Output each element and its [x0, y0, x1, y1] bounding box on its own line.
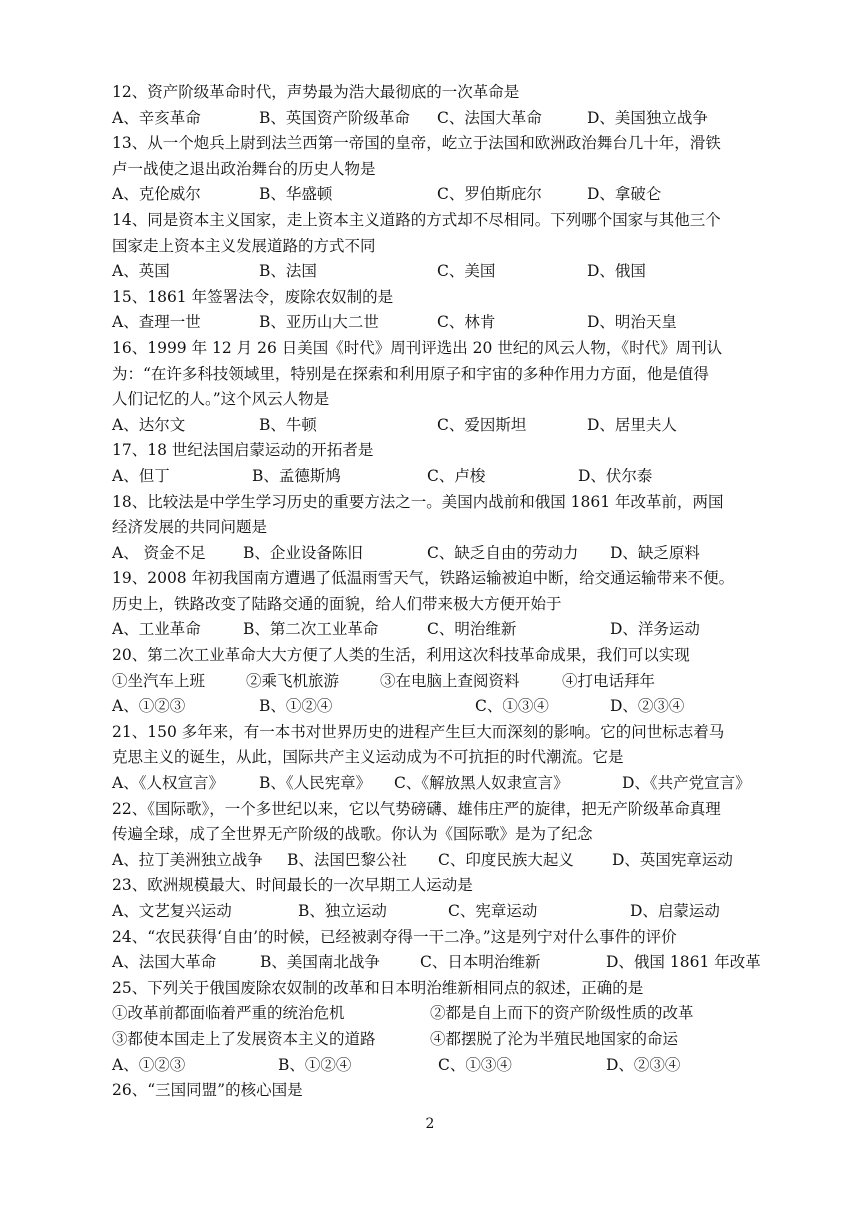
q20-option-d: D、②③④: [610, 697, 685, 716]
q16-option-a: A、达尔文: [112, 415, 186, 434]
q15-option-c: C、林肯: [437, 313, 496, 332]
q24-option-a: A、法国大革命: [112, 953, 217, 972]
question-20-items: [112, 669, 797, 695]
q15-option-d: D、明治天皇: [587, 313, 677, 332]
question-16-stem-3: 人们记忆的人。”这个风云人物是: [112, 390, 330, 409]
q25-option-d: D、②③④: [606, 1055, 681, 1074]
question-16-stem: 16、1999 年 12 月 26 日美国《时代》周刊评选出 20 世纪的风云人物，《时代》周刊认: [112, 338, 723, 357]
q24-option-c: C、日本明治维新: [420, 953, 541, 972]
q19-option-c: C、明治维新: [427, 620, 517, 639]
q19-option-a: A、工业革命: [112, 620, 201, 639]
question-25-items-row-2: [112, 1027, 797, 1053]
q24-option-b: B、美国南北战争: [260, 953, 380, 972]
q23-option-b: B、独立运动: [298, 902, 387, 920]
question-24-options: [112, 950, 797, 976]
q24-option-d: D、俄国 1861 年改革: [606, 953, 761, 972]
q16-option-d: D、居里夫人: [587, 415, 677, 434]
q25-item-4: ④都摆脱了沦为半殖民地国家的命运: [430, 1029, 679, 1048]
q18-option-a: A、 资金不足: [112, 543, 206, 562]
q20-option-a: A、①②③: [112, 697, 186, 716]
q14-option-b: B、法国: [259, 262, 317, 281]
question-18-stem-2: 经济发展的共同问题是: [112, 518, 268, 537]
q16-option-c: C、爱因斯坦: [437, 415, 527, 434]
page-number: 2: [425, 1116, 435, 1132]
question-14-options: [112, 259, 797, 285]
question-25-stem: 25、下列关于俄国废除农奴制的改革和日本明治维新相同点的叙述，正确的是: [112, 978, 644, 997]
q25-item-3: ③都使本国走上了发展资本主义的道路: [112, 1029, 376, 1048]
question-23-stem: 23、欧洲规模最大、时间最长的一次早期工人运动是: [112, 876, 473, 895]
q17-option-a: A、但丁: [112, 466, 170, 485]
q22-option-a: A、拉丁美洲独立战争: [112, 850, 263, 869]
q18-option-b: B、企业设备陈旧: [243, 543, 363, 562]
q15-option-a: A、查理一世: [112, 313, 201, 332]
q12-option-a: A、辛亥革命: [112, 108, 201, 127]
question-17-stem: 17、18 世纪法国启蒙运动的开拓者是: [112, 441, 374, 460]
q13-option-a: A、克伦威尔: [112, 185, 201, 204]
q16-option-b: B、牛顿: [259, 415, 317, 434]
question-17-options: [112, 464, 797, 490]
question-21-stem: 21、150 多年来，有一本书对世界历史的进程产生巨大而深刻的影响。它的问世标志着马: [112, 722, 725, 741]
q21-option-d: D、《共产党宣言》: [622, 774, 751, 793]
q25-item-1: ①改革前都面临着严重的统治危机: [112, 1004, 345, 1023]
q20-option-c: C、①③④: [475, 697, 549, 716]
q25-item-2: ②都是自上而下的资产阶级性质的改革: [430, 1004, 694, 1023]
question-18-options: [112, 541, 797, 567]
question-22-options: [112, 848, 797, 874]
q21-option-a: A、《人权宣言》: [112, 774, 224, 793]
q14-option-d: D、俄国: [587, 262, 646, 281]
q12-option-d: D、美国独立战争: [587, 108, 708, 127]
exam-page: [112, 80, 797, 1104]
q20-item-2: ②乘飞机旅游: [246, 671, 340, 690]
question-23-options: [112, 899, 797, 925]
q19-option-d: D、洋务运动: [610, 620, 700, 639]
question-22-stem: 22、《国际歌》，一个多世纪以来，它以气势磅礴、雄伟庄严的旋律，把无产阶级革命真理: [112, 799, 721, 818]
q25-option-c: C、①③④: [438, 1055, 512, 1074]
question-16-stem-2: 为：“在许多科技领域里，特别是在探索和利用原子和宇宙的多种作用力方面，他是值得: [112, 364, 709, 383]
question-14-stem-2: 国家走上资本主义发展道路的方式不同: [112, 236, 376, 255]
q18-option-c: C、缺乏自由的劳动力: [427, 543, 579, 562]
question-15-options: [112, 310, 797, 336]
q25-option-b: B、①②④: [278, 1055, 352, 1074]
question-21-stem-2: 克思主义的诞生，从此，国际共产主义运动成为不可抗拒的时代潮流。它是: [112, 748, 624, 767]
question-13-stem: 13、从一个炮兵上尉到法兰西第一帝国的皇帝，屹立于法国和欧洲政治舞台几十年，滑铁: [112, 134, 721, 153]
question-19-stem-2: 历史上，铁路改变了陆路交通的面貌，给人们带来极大方便开始于: [112, 594, 562, 613]
q20-item-1: ①坐汽车上班: [112, 671, 206, 690]
q25-option-a: A、①②③: [112, 1055, 186, 1074]
question-19-options: [112, 617, 797, 643]
q19-option-b: B、第二次工业革命: [243, 620, 379, 639]
question-25-options: [112, 1053, 797, 1079]
question-13-options: [112, 182, 797, 208]
question-24-stem: 24、“农民获得‘自由’的时候，已经被剥夺得一干二净。”这是列宁对什么事件的评价: [112, 927, 677, 946]
question-12-options: [112, 106, 797, 132]
q20-item-3: ③在电脑上查阅资料: [380, 671, 520, 690]
question-21-options: [112, 771, 797, 797]
q14-option-a: A、英国: [112, 262, 170, 281]
q17-option-b: B、孟德斯鸠: [252, 466, 341, 485]
q17-option-d: D、伏尔泰: [578, 466, 653, 485]
question-13-stem-2: 卢一战使之退出政治舞台的历史人物是: [112, 159, 376, 178]
q20-option-b: B、①②④: [259, 697, 333, 716]
q22-option-b: B、法国巴黎公社: [287, 850, 407, 869]
q21-option-b: B、《人民宪章》: [259, 774, 372, 793]
question-16-options: [112, 413, 797, 439]
q13-option-c: C、罗伯斯庇尔: [437, 185, 542, 204]
question-12-stem: 12、资产阶级革命时代，声势最为浩大最彻底的一次革命是: [112, 83, 520, 101]
q15-option-b: B、亚历山大二世: [259, 313, 379, 332]
question-18-stem: 18、比较法是中学生学习历史的重要方法之一。美国内战前和俄国 1861 年改革前，两国: [112, 492, 724, 511]
question-19-stem: 19、2008 年初我国南方遭遇了低温雨雪天气，铁路运输被迫中断，给交通运输带来不便。: [112, 569, 735, 588]
question-15-stem: 15、1861 年签署法令，废除农奴制的是: [112, 287, 394, 306]
question-25-items-row-1: [112, 1001, 797, 1027]
q17-option-c: C、卢梭: [427, 466, 486, 485]
q12-option-b: B、英国资产阶级革命: [259, 108, 410, 127]
q21-option-c: C、《解放黑人奴隶宣言》: [394, 774, 569, 793]
q18-option-d: D、缺乏原料: [610, 543, 700, 562]
question-22-stem-2: 传遍全球，成了全世界无产阶级的战歌。你认为《国际歌》是为了纪念: [112, 825, 593, 844]
q12-option-c: C、法国大革命: [437, 108, 542, 127]
question-26-stem: 26、“三国同盟”的核心国是: [112, 1081, 303, 1100]
q23-option-a: A、文艺复兴运动: [112, 902, 232, 920]
q22-option-d: D、英国宪章运动: [612, 850, 733, 869]
q20-item-4: ④打电话拜年: [562, 671, 656, 690]
question-14-stem: 14、同是资本主义国家，走上资本主义道路的方式却不尽相同。下列哪个国家与其他三个: [112, 210, 721, 229]
question-20-options: [112, 694, 797, 720]
q23-option-c: C、宪章运动: [448, 902, 538, 920]
q13-option-d: D、拿破仑: [587, 185, 662, 204]
q13-option-b: B、华盛顿: [259, 185, 333, 204]
q14-option-c: C、美国: [437, 262, 496, 281]
q22-option-c: C、印度民族大起义: [438, 850, 574, 869]
question-20-stem: 20、第二次工业革命大大方便了人类的生活，利用这次科技革命成果，我们可以实现: [112, 646, 690, 665]
q23-option-d: D、启蒙运动: [630, 902, 720, 920]
